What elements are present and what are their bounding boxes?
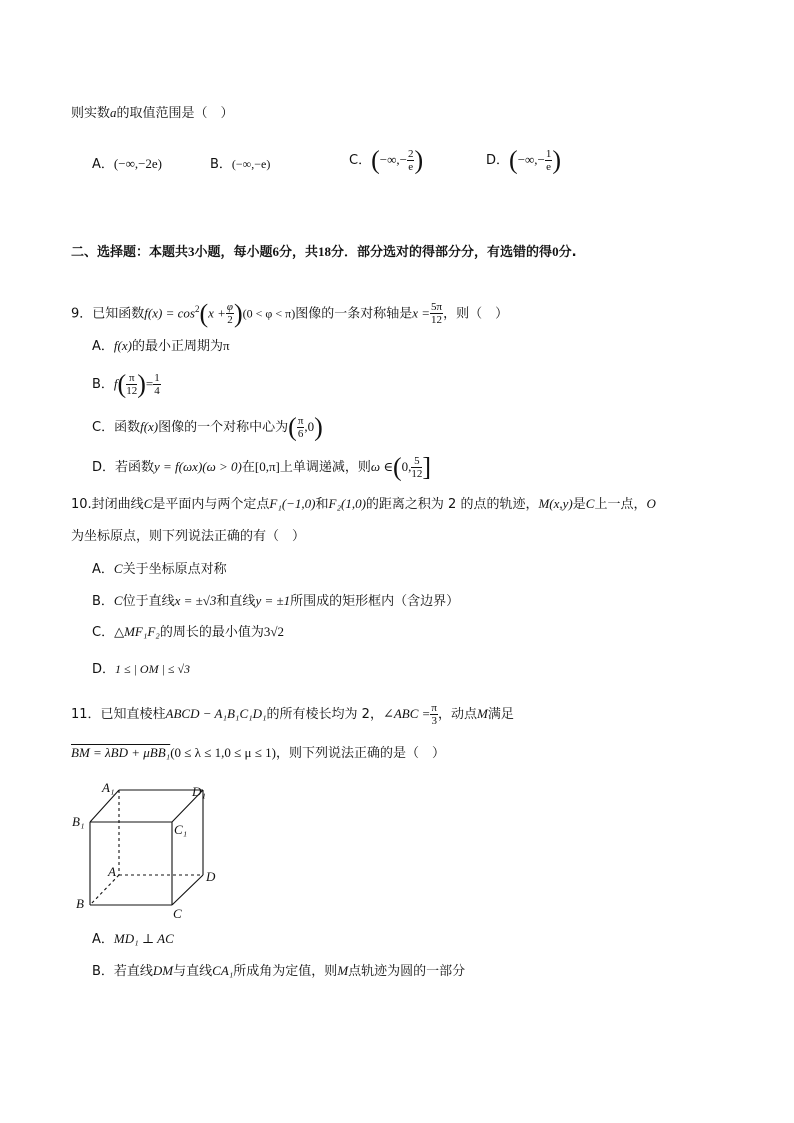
q8-option-a: A．(−∞,−2e) <box>92 156 163 172</box>
label-A: A <box>108 864 116 879</box>
label-D1: D₁ <box>192 784 206 799</box>
q8-option-b: B．(−∞,−e) <box>210 157 271 172</box>
q9-stem: 9．已知函数$f(x) = \cos^2(x$ + $\frac{\varphi}{2}$ )(0 < φ < π)图像的一条对称轴是x = $\frac{5\pi}{12}$ ，则（ ） <box>71 298 509 328</box>
q10-option-d: D．1 ≤ | OM | ≤ √3 <box>92 662 191 677</box>
section-heading: 二、选择题：本题共3小题，每小题6分，共18分．部分选对的得部分分，有选错的得0分. <box>71 244 577 260</box>
q10-option-b: B．C位于直线x = ±√3和直线y = ±1所围成的矩形框内（含边界） <box>92 593 460 609</box>
q11-stem-line2: BM = λBD + μBB₁(0 ≤ λ ≤ 1,0 ≤ μ ≤ 1)，则下列说法正确的是（ ） <box>71 745 445 761</box>
label-D: D <box>206 869 216 884</box>
label-C: C <box>173 906 182 920</box>
q10-stem-line2: 为坐标原点，则下列说法正确的有（ ） <box>71 529 306 544</box>
q9-option-b: B．f( $\frac{\pi}{12}$ )= $\frac{1}{4}$ <box>92 369 160 399</box>
q11-stem-line1: 11．已知直棱柱ABCD − A₁B₁C₁D₁的所有棱长均为 2，∠ABC = $\frac{\pi}{3}$ ，动点M满足 <box>71 702 514 727</box>
label-B: B <box>76 896 84 911</box>
q10-option-c: C．△MF₁F₂的周长的最小值为3√2 <box>92 624 284 640</box>
q9-option-a: A．f(x)的最小正周期为π <box>92 338 230 354</box>
label-C1: C₁ <box>174 822 188 837</box>
q10-stem-line1: 10.封闭曲线C是平面内与两个定点F₁(−1,0)和F₂(1,0)的距离之积为 2 的点的轨迹，M(x,y)是C上一点，O <box>71 496 656 512</box>
q10-option-a: A．C关于坐标原点对称 <box>92 561 227 577</box>
q8-option-c: C．(−∞,− $\frac{2}{e}$ ) <box>349 145 424 175</box>
prism-figure <box>70 780 230 920</box>
q11-option-b: B．若直线DM与直线CA₁所成角为定值，则M点轨迹为圆的一部分 <box>92 963 466 979</box>
q8-stem: 则实数a的取值范围是（ ） <box>71 105 234 121</box>
edge-AB <box>90 875 119 905</box>
q11-option-a: A．MD₁ ⊥ AC <box>92 931 174 947</box>
edge-CD <box>172 875 203 905</box>
label-B1: B₁ <box>72 814 85 829</box>
q8-option-d: D．(−∞,− $\frac{1}{e}$ ) <box>486 145 562 175</box>
label-A1: A₁ <box>102 780 115 795</box>
q9-option-d: D．若函数y = f(ωx)(ω > 0)在[0,π]上单调递减，则ω ∈(0, $\frac{5}{12}$ ] <box>92 452 432 482</box>
q9-option-c: C．函数f(x)图像的一个对称中心为( $\frac{\pi}{6}$ ,0) <box>92 412 323 442</box>
